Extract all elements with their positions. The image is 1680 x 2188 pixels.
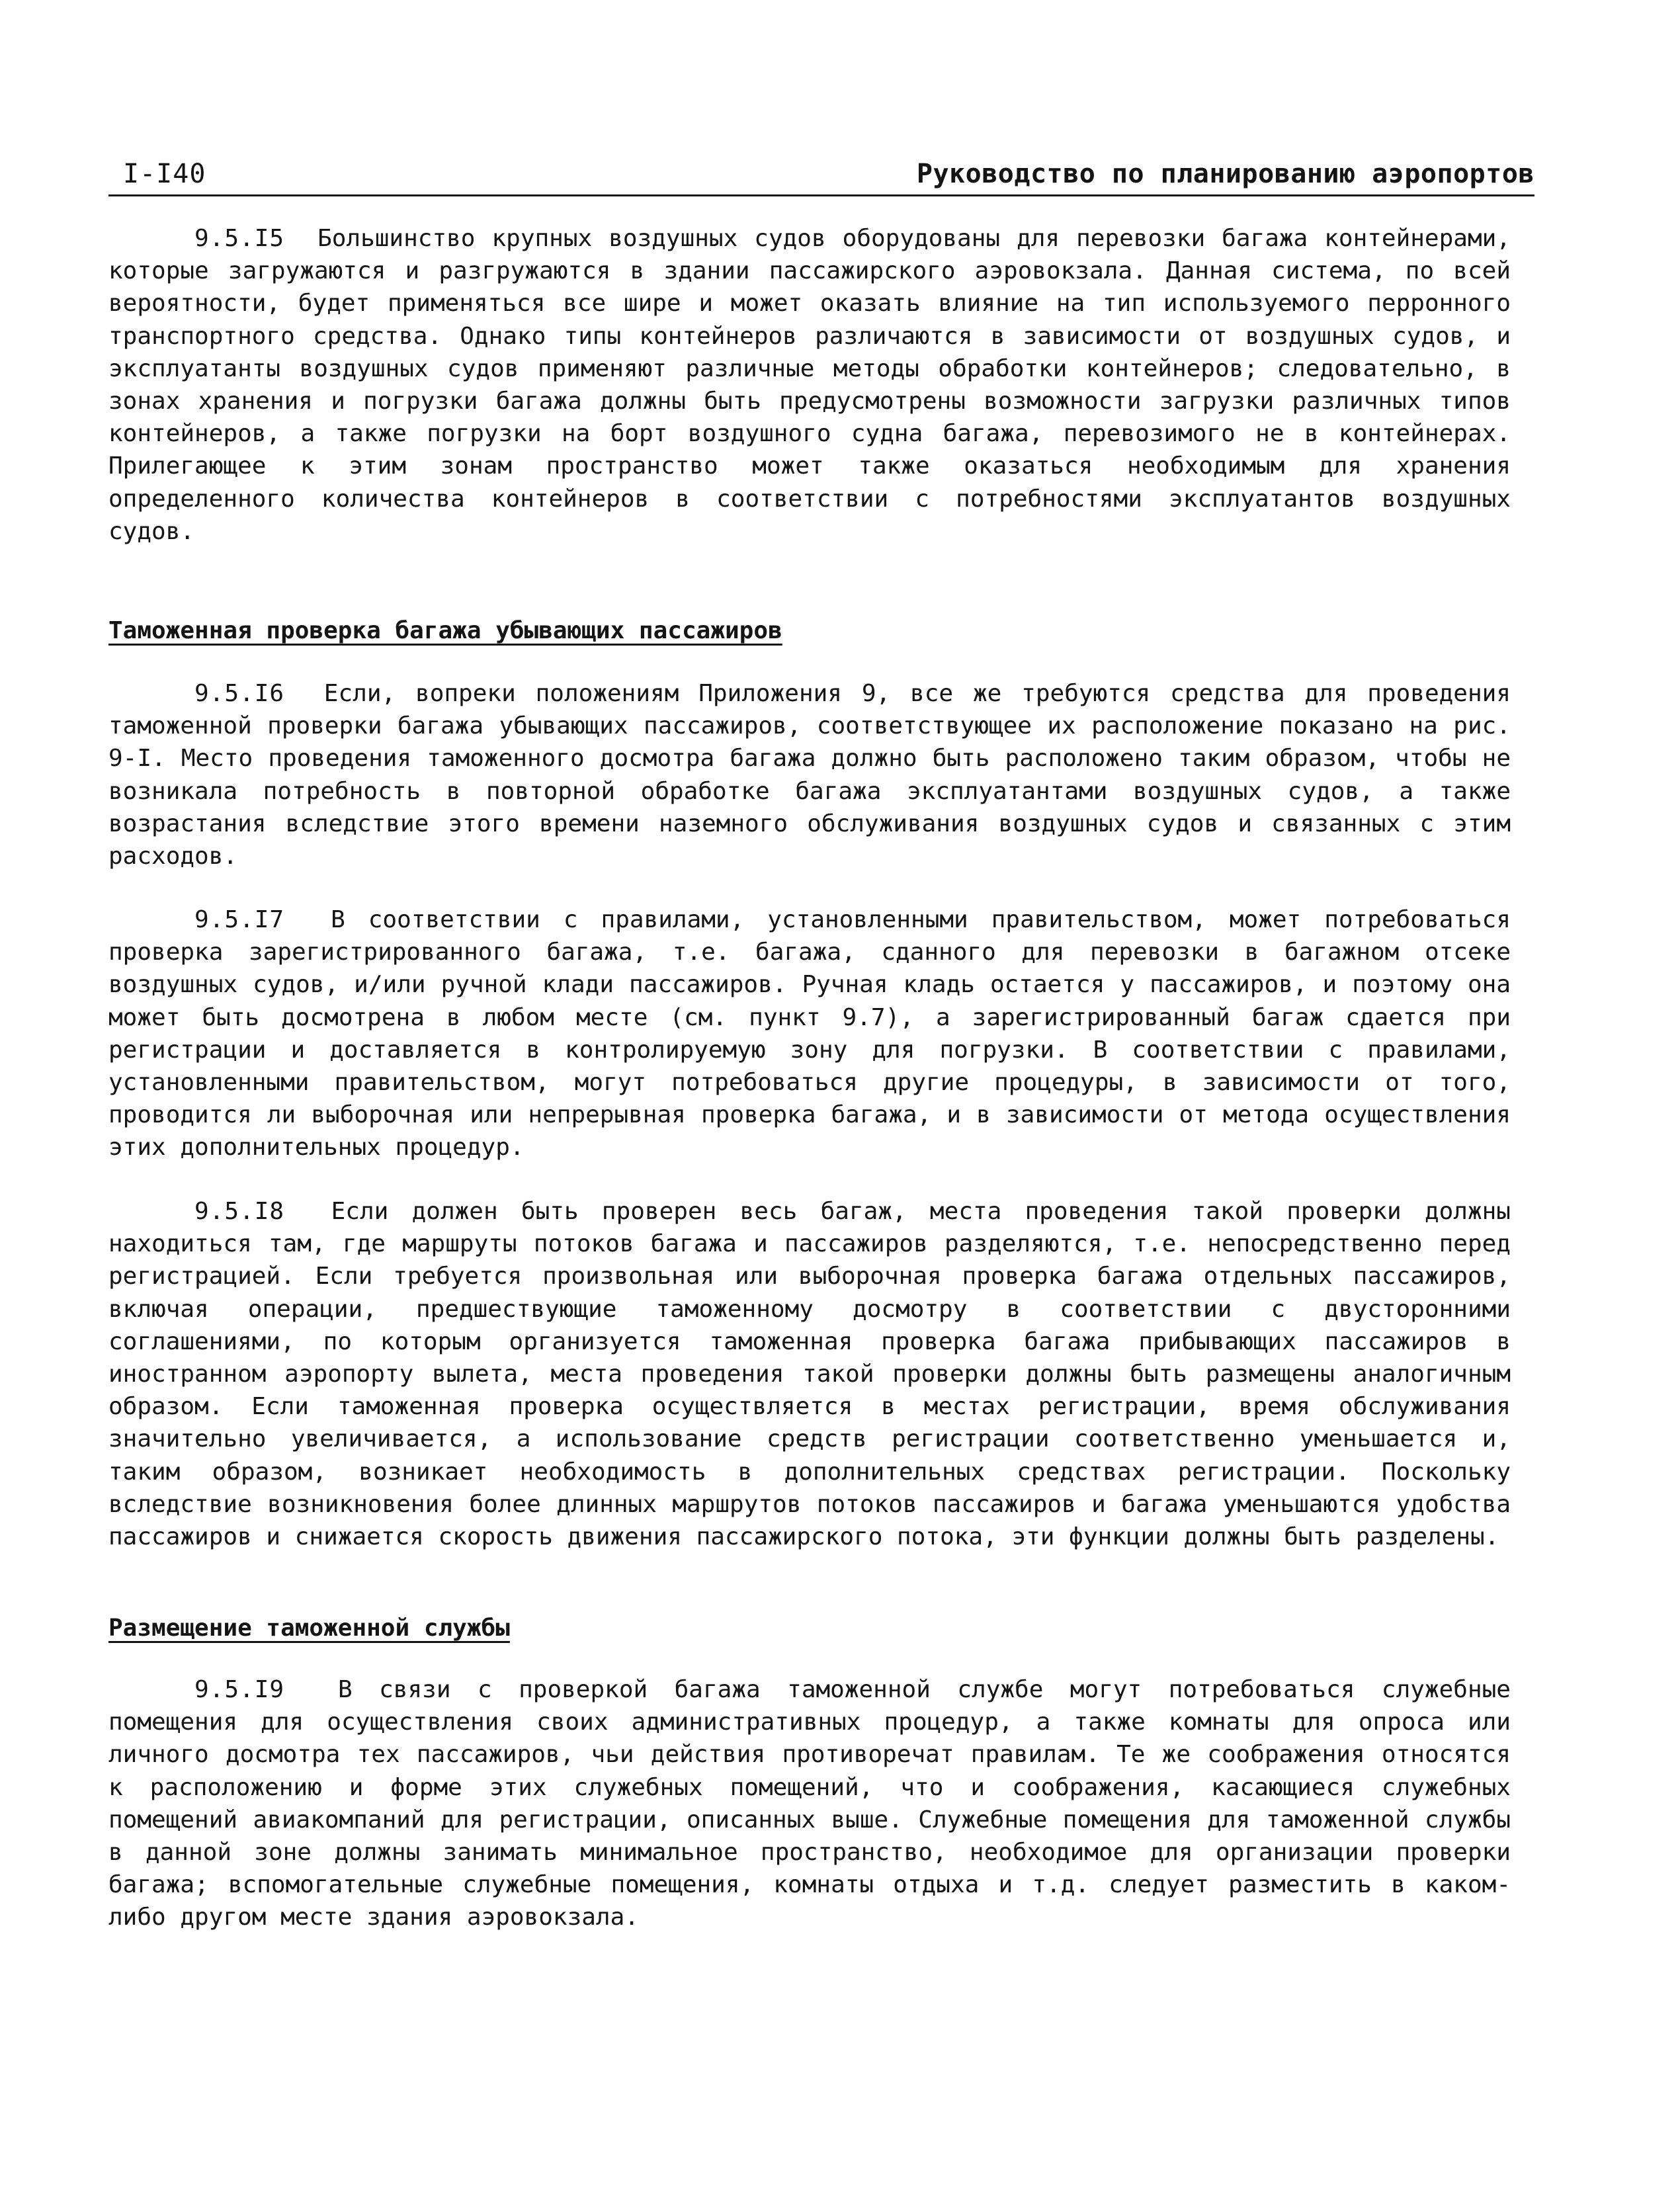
section-heading-departing-customs: Таможенная проверка багажа убывающих пассажиров xyxy=(108,617,782,644)
paragraph-number: 9.5.I9 xyxy=(194,1676,285,1703)
running-title: Руководство по планированию аэропортов xyxy=(916,159,1534,189)
paragraph-number: 9.5.I5 xyxy=(194,225,285,252)
paragraph-number: 9.5.I6 xyxy=(194,680,285,707)
paragraph-9-5-16 xyxy=(108,677,1511,872)
paragraph-number: 9.5.I8 xyxy=(194,1198,285,1225)
paragraph-text: Большинство крупных воздушных судов оборудованы для перевозки багажа контейнерами, которые загружаются и разгружаются в здании пассажирского аэровокзала. Данная система, по всей вероятности, будет применяться все шире и может оказать влияние на тип используемого перронного транспортного средства. Однако типы контейнеров различаются в зависимости от воздушных судов, и эксплуатанты воздушных судов применяют различные методы обработки контейнеров; следовательно, в зонах хранения и погрузки багажа должны быть предусмотрены возможности загрузки различных типов контейнеров, а также погрузки на борт воздушного судна багажа, перевозимого не в контейнерах. Прилегающее к этим зонам пространство может также оказаться необходимым для хранения определенного количества контейнеров в соответствии с потребностями эксплуатантов воздушных судов. xyxy=(108,225,1511,545)
section-heading-customs-accommodation: Размещение таможенной службы xyxy=(108,1615,510,1642)
page-number: I-I40 xyxy=(123,159,206,189)
paragraph-text: Если должен быть проверен весь багаж, места проведения такой проверки должны находиться там, где маршруты потоков багажа и пассажиров разделяются, т.е. непосредственно перед регистрацией. Если требуется произвольная или выборочная проверка багажа отдельных пассажиров, включая операции, предшествующие таможенному досмотру в соответствии с двусторонними соглашениями, по которым организуется таможенная проверка багажа прибывающих пассажиров в иностранном аэропорту вылета, места проведения такой проверки должны быть размещены аналогичным образом. Если таможенная проверка осуществляется в местах регистрации, время обслуживания значительно увеличивается, а использование средств регистрации соответственно уменьшается и, таким образом, возникает необходимость в дополнительных средствах регистрации. Поскольку вследствие возникновения более длинных маршрутов потоков пассажиров и багажа уменьшаются удобства пассажиров и снижается скорость движения пассажирского потока, эти функции должны быть разделены. xyxy=(108,1198,1511,1551)
paragraph-9-5-15 xyxy=(108,222,1511,548)
page-header xyxy=(108,156,1534,196)
paragraph-9-5-19 xyxy=(108,1673,1511,1934)
paragraph-text: В связи с проверкой багажа таможенной службе могут потребоваться служебные помещения для осуществления своих административных процедур, а также комнаты для опроса или личного досмотра тех пассажиров, чьи действия противоречат правилам. Те же соображения относятся к расположению и форме этих служебных помещений, что и соображения, касающиеся служебных помещений авиакомпаний для регистрации, описанных выше. Служебные помещения для таможенной службы в данной зоне должны занимать минимальное пространство, необходимое для организации проверки багажа; вспомогательные служебные помещения, комнаты отдыха и т.д. следует разместить в каком-либо другом месте здания аэровокзала. xyxy=(108,1676,1511,1931)
paragraph-9-5-18 xyxy=(108,1195,1511,1553)
paragraph-text: В соответствии с правилами, установленными правительством, может потребоваться проверка зарегистрированного багажа, т.е. багажа, сданного для перевозки в багажном отсеке воздушных судов, и/или ручной клади пассажиров. Ручная кладь остается у пассажиров, и поэтому она может быть досмотрена в любом месте (см. пункт 9.7), а зарегистрированный багаж сдается при регистрации и доставляется в контролируемую зону для погрузки. В соответствии с правилами, установленными правительством, могут потребоваться другие процедуры, в зависимости от того, проводится ли выборочная или непрерывная проверка багажа, и в зависимости от метода осуществления этих дополнительных процедур. xyxy=(108,906,1511,1161)
paragraph-number: 9.5.I7 xyxy=(194,906,285,933)
paragraph-text: Если, вопреки положениям Приложения 9, все же требуются средства для проведения таможенной проверки багажа убывающих пассажиров, соответствующее их расположение показано на рис. 9-I. Место проведения таможенного досмотра багажа должно быть расположено таким образом, чтобы не возникала потребность в повторной обработке багажа эксплуатантами воздушных судов, а также возрастания вследствие этого времени наземного обслуживания воздушных судов и связанных с этим расходов. xyxy=(108,680,1511,870)
paragraph-9-5-17 xyxy=(108,904,1511,1164)
